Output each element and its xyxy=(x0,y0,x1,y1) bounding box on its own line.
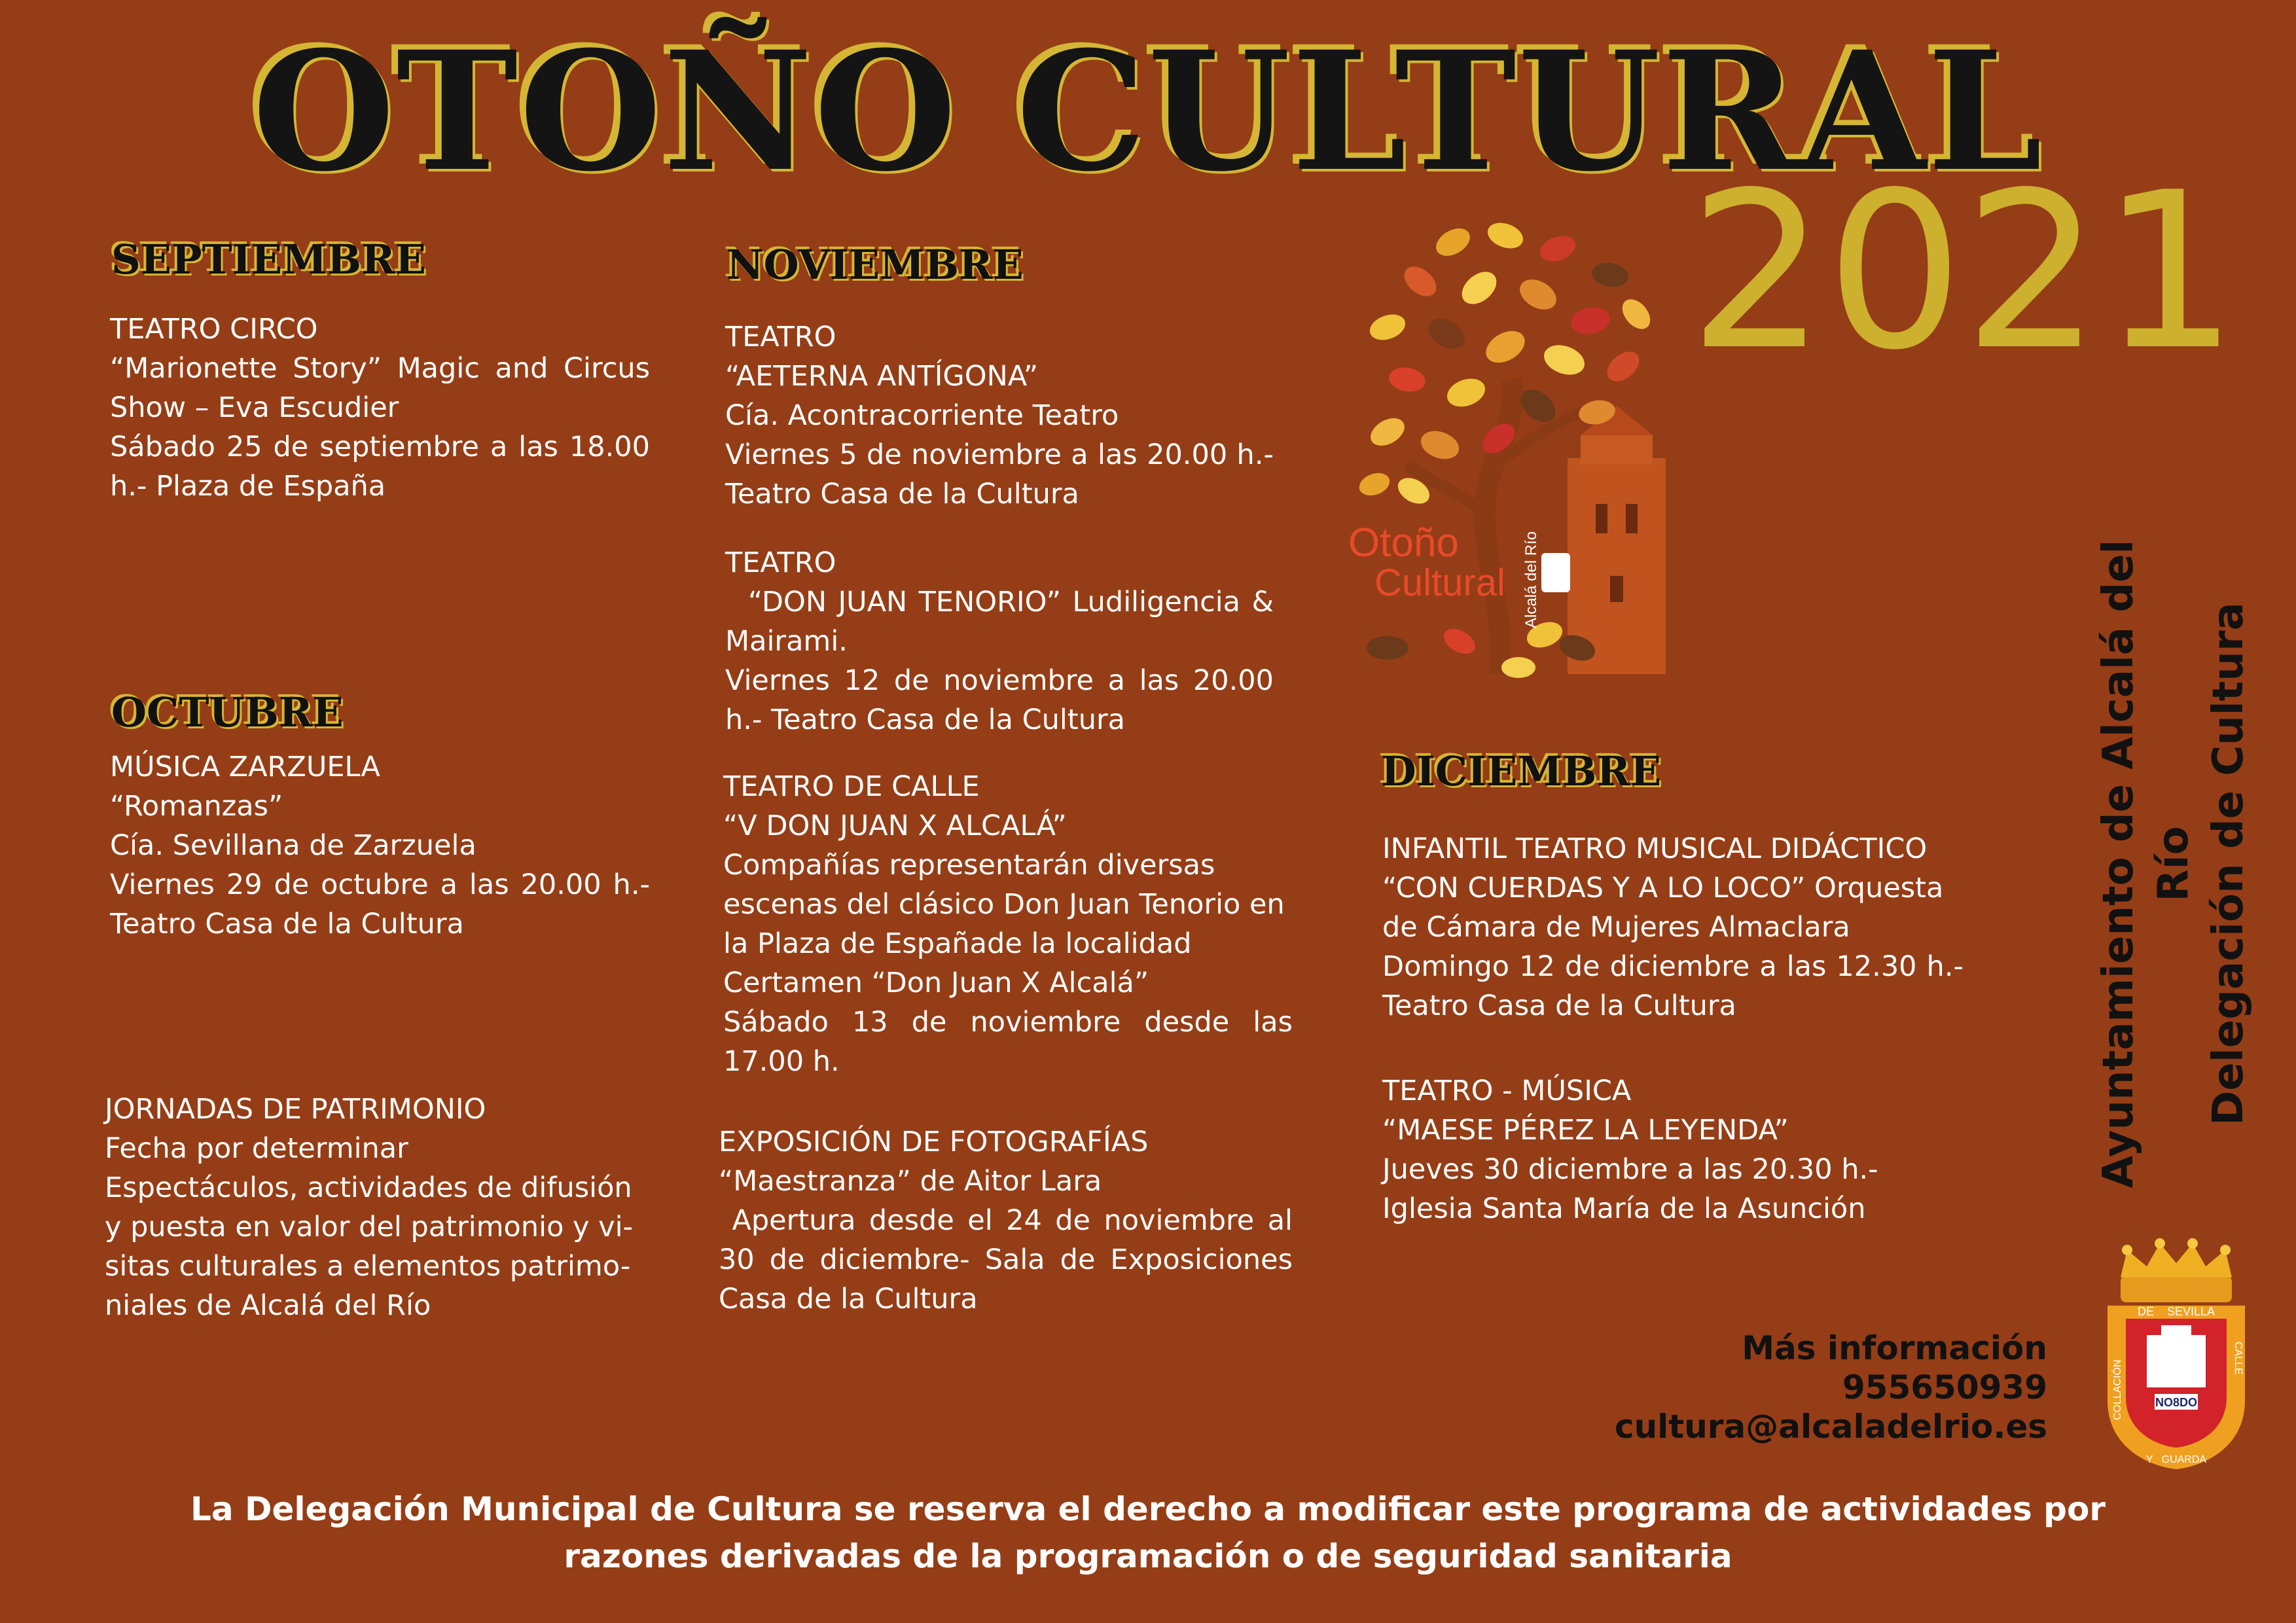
shield-motto: NO8DO xyxy=(2155,1396,2198,1409)
event-category: TEATRO xyxy=(725,546,836,579)
event-category: TEATRO - MÚSICA xyxy=(1382,1075,1632,1107)
event-description-line: Espectáculos, actividades de difusión xyxy=(105,1171,632,1204)
event-company: Cía. Acontracorriente Teatro xyxy=(725,399,1119,432)
side-line-delegacion: Delegación de Cultura xyxy=(2204,602,2253,1126)
event-title: “Romanzas” xyxy=(110,790,283,823)
event-description-line: niales de Alcalá del Río xyxy=(105,1289,431,1322)
event-description: Compañías representarán diversas escenas del clásico Don Juan Tenorio en la Plaza de Españade la localidad xyxy=(723,849,1285,960)
footer-line-2: razones derivadas de la programación o de seguridad sanitaria xyxy=(564,1537,1732,1575)
event-noviembre-2 xyxy=(725,543,1283,740)
shield-right-text: CALLE xyxy=(2233,1342,2244,1375)
event-title: “Maestranza” de Aitor Lara xyxy=(719,1165,1102,1198)
event-datetime: Viernes 12 de noviembre a las 20.00 h.- Teatro Casa de la Cultura xyxy=(725,664,1274,736)
footer-line-1: La Delegación Municipal de Cultura se reserva el derecho a modificar este programa de actividades por xyxy=(190,1490,2106,1528)
logo-word-cultural: Cultural xyxy=(1374,562,1505,604)
event-datetime: Sábado 13 de noviembre desde las 17.00 h. xyxy=(723,1006,1293,1078)
event-date: Fecha por determinar xyxy=(105,1132,408,1165)
logo-word-otono: Otoño xyxy=(1348,520,1459,565)
event-description-line: y puesta en valor del patrimonio y vi- xyxy=(105,1211,634,1243)
info-label: Más información xyxy=(1742,1329,2047,1367)
event-datetime: Viernes 5 de noviembre a las 20.00 h.- Teatro Casa de la Cultura xyxy=(725,438,1274,510)
logo-shield-icon xyxy=(1541,553,1570,592)
info-phone[interactable]: 955650939 xyxy=(1842,1368,2047,1406)
event-title: “MAESE PÉREZ LA LEYENDA” xyxy=(1382,1114,1789,1147)
event-title: “AETERNA ANTÍGONA” xyxy=(725,360,1039,393)
event-noviembre-3 xyxy=(723,767,1293,1081)
month-heading-septiembre: SEPTIEMBRE xyxy=(111,236,426,283)
footer-disclaimer xyxy=(0,1486,2296,1580)
event-noviembre-4 xyxy=(719,1122,1302,1319)
event-title: “CON CUERDAS Y A LO LOCO” Orquesta de Cámara de Mujeres Almaclara xyxy=(1382,872,1944,944)
event-category: TEATRO CIRCO xyxy=(110,313,318,346)
event-category: MÚSICA ZARZUELA xyxy=(110,751,380,783)
event-octubre xyxy=(110,747,650,944)
event-noviembre-1 xyxy=(725,317,1274,514)
event-contest: Certamen “Don Juan X Alcalá” xyxy=(723,967,1149,999)
coat-of-arms-icon xyxy=(2101,1237,2251,1472)
event-title: “Marionette Story” Magic and Circus Show – Eva Escudier xyxy=(110,352,650,424)
event-category: TEATRO xyxy=(725,321,836,353)
side-vertical-text xyxy=(2091,524,2253,1204)
autumn-tree-logo xyxy=(1348,209,1689,687)
info-email[interactable]: cultura@alcaladelrio.es xyxy=(1614,1408,2047,1446)
side-line-ayuntamiento: Ayuntamiento de Alcalá del Río xyxy=(2094,539,2198,1188)
event-datetime: Jueves 30 diciembre a las 20.30 h.- Iglesia Santa María de la Asunción xyxy=(1382,1153,1878,1225)
event-category: JORNADAS DE PATRIMONIO xyxy=(105,1093,486,1126)
event-company: Cía. Sevillana de Zarzuela xyxy=(110,829,476,862)
month-heading-diciembre: DICIEMBRE xyxy=(1381,747,1662,795)
crown-icon xyxy=(2121,1238,2232,1302)
shield-bottom-text: Y GUARDA xyxy=(2145,1454,2207,1465)
event-description-line: sitas culturales a elementos patrimo- xyxy=(105,1250,631,1283)
event-title: “V DON JUAN X ALCALÁ” xyxy=(723,810,1067,842)
page-title: OTOÑO CULTURAL xyxy=(252,15,2044,207)
contact-info xyxy=(1615,1329,2047,1446)
event-category: INFANTIL TEATRO MUSICAL DIDÁCTICO xyxy=(1382,832,1928,865)
event-category: TEATRO DE CALLE xyxy=(723,770,980,803)
event-septiembre xyxy=(110,310,650,506)
tower-icon xyxy=(1568,406,1666,674)
event-title: “DON JUAN TENORIO” Ludiligencia & Mairami. xyxy=(725,586,1283,658)
event-category: EXPOSICIÓN DE FOTOGRAFÍAS xyxy=(719,1126,1149,1158)
event-datetime: Sábado 25 de septiembre a las 18.00 h.- Plaza de España xyxy=(110,431,650,503)
month-heading-octubre: OCTUBRE xyxy=(111,688,344,736)
event-diciembre-1 xyxy=(1382,829,1964,1026)
event-diciembre-2 xyxy=(1382,1071,1964,1228)
event-datetime: Apertura desde el 24 de noviembre al 30 de diciembre- Sala de Exposiciones Casa de la Cultura xyxy=(719,1204,1302,1315)
year-title: 2021 xyxy=(1689,146,2238,397)
logo-vertical-text: Alcalá del Río xyxy=(1522,531,1540,628)
month-heading-noviembre: NOVIEMBRE xyxy=(726,241,1024,289)
event-patrimonio xyxy=(105,1090,661,1325)
shield-top-text: DE SEVILLA xyxy=(2137,1305,2215,1318)
shield-left-text: COLLACIÓN xyxy=(2112,1359,2123,1420)
event-datetime: Viernes 29 de octubre a las 20.00 h.- Teatro Casa de la Cultura xyxy=(110,868,650,940)
event-datetime: Domingo 12 de diciembre a las 12.30 h.- Teatro Casa de la Cultura xyxy=(1382,950,1964,1022)
